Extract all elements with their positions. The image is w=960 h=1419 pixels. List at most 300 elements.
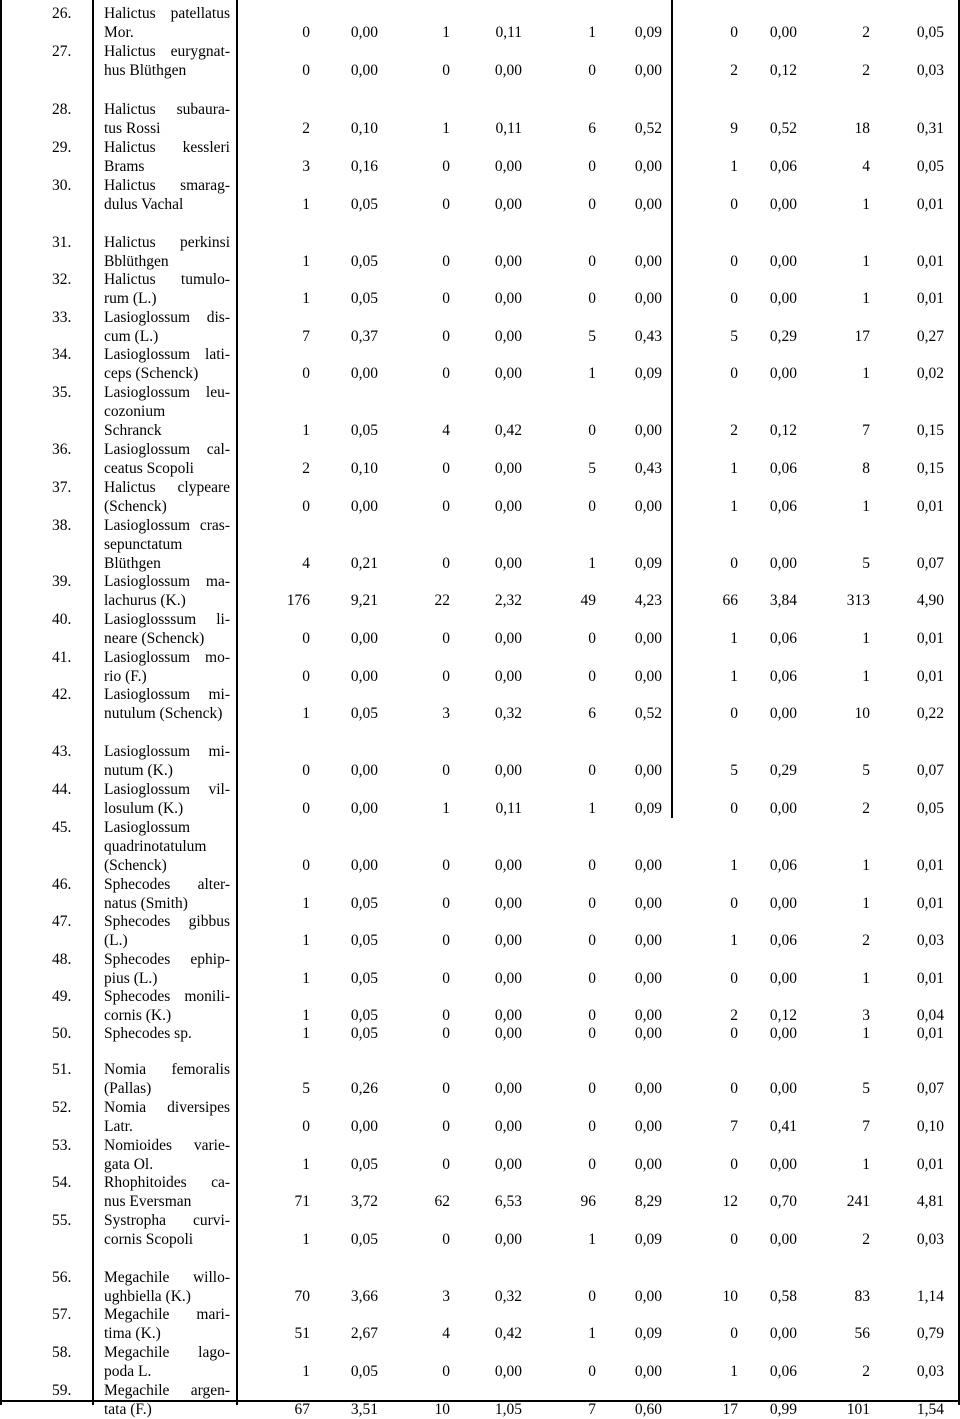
percent-cell: 0,01: [916, 253, 944, 270]
column-rule: [0, 0, 2, 1405]
count-cell: 1: [730, 1363, 738, 1380]
species-name: [104, 875, 230, 913]
percent-cell: 0,29: [769, 328, 797, 345]
percent-cell: 6,53: [494, 1193, 522, 1210]
count-cell: 0: [442, 62, 450, 79]
row-number: 59.: [52, 1382, 72, 1399]
percent-cell: 0,01: [916, 970, 944, 987]
species-name: [104, 100, 230, 138]
percent-cell: 4,90: [916, 592, 944, 609]
species-name-line: (Schenck): [104, 857, 167, 874]
percent-cell: 0,00: [634, 1156, 662, 1173]
percent-cell: 0,05: [350, 290, 378, 307]
species-name: [104, 1211, 230, 1249]
species-name-line: sepunctatum: [104, 536, 183, 553]
percent-cell: 1,54: [916, 1401, 944, 1418]
species-name-line: neare (Schenck): [104, 630, 205, 647]
species-name-line: Halictus subaura-: [104, 101, 230, 118]
percent-cell: 0,05: [916, 800, 944, 817]
count-cell: 0: [730, 365, 738, 382]
species-name-line: Lasioglossum mo-: [104, 649, 230, 666]
count-cell: 0: [730, 253, 738, 270]
count-cell: 0: [588, 970, 596, 987]
count-cell: 0: [442, 630, 450, 647]
count-cell: 0: [588, 668, 596, 685]
percent-cell: 0,00: [494, 762, 522, 779]
percent-cell: 0,07: [916, 555, 944, 572]
row-number: 49.: [52, 988, 72, 1005]
count-cell: 2: [730, 422, 738, 439]
percent-cell: 3,84: [769, 592, 797, 609]
species-name: [104, 1381, 230, 1419]
count-cell: 1: [302, 1156, 310, 1173]
count-cell: 2: [862, 1363, 870, 1380]
species-name-line: Brams: [104, 158, 145, 175]
count-cell: 1: [302, 1231, 310, 1248]
count-cell: 22: [434, 592, 450, 609]
row-number: 36.: [52, 441, 72, 458]
percent-cell: 0,00: [769, 800, 797, 817]
count-cell: 49: [580, 592, 596, 609]
percent-cell: 0,05: [350, 422, 378, 439]
count-cell: 0: [588, 422, 596, 439]
percent-cell: 0,02: [916, 365, 944, 382]
count-cell: 0: [442, 290, 450, 307]
percent-cell: 0,00: [634, 668, 662, 685]
percent-cell: 0,00: [769, 196, 797, 213]
count-cell: 1: [588, 555, 596, 572]
column-rule-partial: [671, 0, 673, 818]
species-name-line: Sphecodes gibbus: [104, 913, 230, 930]
count-cell: 9: [730, 120, 738, 137]
count-cell: 0: [730, 1231, 738, 1248]
count-cell: 0: [588, 1080, 596, 1097]
count-cell: 0: [442, 1025, 450, 1042]
percent-cell: 0,00: [494, 460, 522, 477]
count-cell: 0: [302, 24, 310, 41]
row-number: 47.: [52, 913, 72, 930]
species-name-line: Sphecodes alter-: [104, 876, 230, 893]
count-cell: 10: [722, 1288, 738, 1305]
percent-cell: 3,51: [350, 1401, 378, 1418]
count-cell: 0: [730, 1325, 738, 1342]
percent-cell: 0,00: [634, 1007, 662, 1024]
percent-cell: 0,00: [350, 800, 378, 817]
percent-cell: 0,00: [494, 555, 522, 572]
count-cell: 1: [862, 196, 870, 213]
count-cell: 1: [302, 196, 310, 213]
count-cell: 0: [302, 630, 310, 647]
percent-cell: 0,00: [634, 1080, 662, 1097]
percent-cell: 0,00: [494, 895, 522, 912]
percent-cell: 0,05: [350, 705, 378, 722]
count-cell: 1: [862, 857, 870, 874]
count-cell: 241: [846, 1193, 870, 1210]
species-name-line: Latr.: [104, 1118, 133, 1135]
percent-cell: 0,11: [495, 24, 522, 41]
percent-cell: 0,03: [916, 1231, 944, 1248]
species-name-line: tata (F.): [104, 1401, 152, 1418]
percent-cell: 4,81: [916, 1193, 944, 1210]
species-name: [104, 1173, 230, 1211]
percent-cell: 0,00: [769, 24, 797, 41]
count-cell: 1: [588, 24, 596, 41]
count-cell: 0: [588, 253, 596, 270]
count-cell: 0: [302, 800, 310, 817]
species-name: [104, 912, 230, 950]
count-cell: 0: [588, 895, 596, 912]
species-name-line: Halictus smarag-: [104, 177, 230, 194]
count-cell: 101: [846, 1401, 870, 1418]
percent-cell: 0,01: [916, 498, 944, 515]
species-name: [104, 610, 230, 648]
percent-cell: 0,05: [350, 253, 378, 270]
percent-cell: 0,05: [916, 158, 944, 175]
count-cell: 2: [862, 800, 870, 817]
count-cell: 0: [442, 932, 450, 949]
count-cell: 0: [588, 62, 596, 79]
percent-cell: 0,52: [634, 705, 662, 722]
percent-cell: 0,09: [634, 1231, 662, 1248]
percent-cell: 0,06: [769, 498, 797, 515]
row-number: 40.: [52, 611, 72, 628]
count-cell: 0: [442, 253, 450, 270]
species-name-line: Bblüthgen: [104, 253, 169, 270]
count-cell: 0: [588, 1007, 596, 1024]
species-name: [104, 308, 230, 346]
column-rule: [236, 0, 238, 1405]
count-cell: 0: [442, 1118, 450, 1135]
count-cell: 0: [588, 498, 596, 515]
species-name-line: ceps (Schenck): [104, 365, 199, 382]
species-name: [104, 176, 230, 214]
count-cell: 5: [730, 328, 738, 345]
count-cell: 0: [442, 460, 450, 477]
percent-cell: 0,00: [350, 365, 378, 382]
count-cell: 0: [442, 970, 450, 987]
count-cell: 0: [730, 1156, 738, 1173]
species-name-line: (Schenck): [104, 498, 167, 515]
percent-cell: 0,31: [916, 120, 944, 137]
row-number: 48.: [52, 951, 72, 968]
percent-cell: 0,00: [350, 630, 378, 647]
count-cell: 1: [302, 895, 310, 912]
count-cell: 0: [442, 328, 450, 345]
percent-cell: 0,05: [350, 970, 378, 987]
count-cell: 1: [862, 630, 870, 647]
count-cell: 1: [302, 705, 310, 722]
percent-cell: 0,10: [350, 120, 378, 137]
count-cell: 1: [862, 290, 870, 307]
species-name-line: Lasioglossum lati-: [104, 346, 230, 363]
percent-cell: 4,23: [634, 592, 662, 609]
species-name-line: Sphecodes ephip-: [104, 951, 230, 968]
count-cell: 2: [730, 1007, 738, 1024]
count-cell: 1: [730, 498, 738, 515]
percent-cell: 0,00: [494, 1080, 522, 1097]
species-name-line: Halictus eurygnat-: [104, 43, 230, 60]
percent-cell: 0,00: [494, 498, 522, 515]
percent-cell: 0,09: [634, 800, 662, 817]
count-cell: 3: [442, 705, 450, 722]
count-cell: 17: [854, 328, 870, 345]
percent-cell: 0,00: [350, 1118, 378, 1135]
count-cell: 0: [588, 1025, 596, 1042]
percent-cell: 0,03: [916, 62, 944, 79]
species-name-line: Halictus tumulo-: [104, 271, 230, 288]
percent-cell: 0,00: [494, 1156, 522, 1173]
count-cell: 0: [442, 196, 450, 213]
count-cell: 1: [302, 1363, 310, 1380]
species-name-line: gata Ol.: [104, 1156, 154, 1173]
percent-cell: 0,00: [634, 158, 662, 175]
count-cell: 4: [442, 422, 450, 439]
percent-cell: 0,00: [769, 1080, 797, 1097]
count-cell: 1: [302, 970, 310, 987]
row-number: 38.: [52, 517, 72, 534]
percent-cell: 0,00: [350, 498, 378, 515]
percent-cell: 0,01: [916, 290, 944, 307]
count-cell: 5: [862, 762, 870, 779]
percent-cell: 0,05: [350, 1363, 378, 1380]
species-name: [104, 270, 230, 308]
species-name-line: dulus Vachal: [104, 196, 184, 213]
count-cell: 1: [442, 24, 450, 41]
count-cell: 2: [302, 460, 310, 477]
count-cell: 51: [294, 1325, 310, 1342]
percent-cell: 0,26: [350, 1080, 378, 1097]
species-name: [104, 950, 230, 988]
count-cell: 0: [730, 970, 738, 987]
species-name: [104, 516, 230, 573]
percent-cell: 0,29: [769, 762, 797, 779]
percent-cell: 0,00: [634, 1288, 662, 1305]
species-name-line: (L.): [104, 932, 128, 949]
row-number: 42.: [52, 686, 72, 703]
species-name-line: Systropha curvi-: [104, 1212, 230, 1229]
species-name: [104, 742, 230, 780]
count-cell: 62: [434, 1193, 450, 1210]
percent-cell: 0,00: [769, 1231, 797, 1248]
row-number: 32.: [52, 271, 72, 288]
count-cell: 7: [862, 1118, 870, 1135]
count-cell: 2: [862, 62, 870, 79]
count-cell: 5: [862, 1080, 870, 1097]
count-cell: 0: [302, 1118, 310, 1135]
percent-cell: 0,09: [634, 365, 662, 382]
species-name: [104, 1098, 230, 1136]
count-cell: 0: [588, 630, 596, 647]
species-name-line: cornis (K.): [104, 1007, 172, 1024]
count-cell: 5: [588, 328, 596, 345]
count-cell: 10: [434, 1401, 450, 1418]
species-name-line: Lasioglossum cras-: [104, 517, 230, 534]
percent-cell: 0,42: [494, 1325, 522, 1342]
row-number: 39.: [52, 573, 72, 590]
count-cell: 0: [730, 895, 738, 912]
species-name-line: Megachile willo-: [104, 1269, 230, 1286]
count-cell: 2: [730, 62, 738, 79]
species-name-line: Nomioides varie-: [104, 1137, 230, 1154]
species-name-line: Lasioglossum mi-: [104, 743, 230, 760]
percent-cell: 0,00: [494, 158, 522, 175]
percent-cell: 0,32: [494, 705, 522, 722]
count-cell: 1: [730, 932, 738, 949]
percent-cell: 0,43: [634, 328, 662, 345]
count-cell: 0: [588, 158, 596, 175]
percent-cell: 0,05: [350, 1156, 378, 1173]
percent-cell: 0,05: [350, 895, 378, 912]
species-name-line: Nomia diversipes: [104, 1099, 230, 1116]
species-name-line: Sphecodes sp.: [104, 1025, 192, 1042]
count-cell: 0: [302, 762, 310, 779]
species-name: [104, 1060, 230, 1098]
species-name: [104, 478, 230, 516]
count-cell: 2: [862, 24, 870, 41]
count-cell: 0: [442, 1080, 450, 1097]
species-name: [104, 1268, 230, 1306]
percent-cell: 0,00: [350, 24, 378, 41]
species-name-line: Blüthgen: [104, 555, 161, 572]
count-cell: 0: [302, 62, 310, 79]
species-name-line: (Pallas): [104, 1080, 152, 1097]
species-name: [104, 4, 230, 42]
percent-cell: 0,00: [634, 630, 662, 647]
count-cell: 0: [588, 932, 596, 949]
species-name: [104, 1343, 230, 1381]
percent-cell: 0,00: [634, 253, 662, 270]
species-name-line: Halictus perkinsi: [104, 234, 230, 251]
percent-cell: 0,01: [916, 630, 944, 647]
count-cell: 1: [862, 253, 870, 270]
count-cell: 5: [302, 1080, 310, 1097]
species-name: [104, 383, 230, 440]
count-cell: 4: [862, 158, 870, 175]
row-number: 55.: [52, 1212, 72, 1229]
percent-cell: 0,05: [916, 24, 944, 41]
percent-cell: 0,00: [634, 762, 662, 779]
percent-cell: 0,00: [634, 1118, 662, 1135]
count-cell: 0: [442, 1156, 450, 1173]
percent-cell: 0,00: [494, 970, 522, 987]
count-cell: 0: [442, 1363, 450, 1380]
count-cell: 1: [730, 460, 738, 477]
count-cell: 1: [862, 365, 870, 382]
percent-cell: 1,05: [494, 1401, 522, 1418]
percent-cell: 8,29: [634, 1193, 662, 1210]
species-name-line: cum (L.): [104, 328, 159, 345]
percent-cell: 0,00: [494, 1025, 522, 1042]
percent-cell: 0,07: [916, 762, 944, 779]
species-name-line: losulum (K.): [104, 800, 184, 817]
count-cell: 1: [442, 120, 450, 137]
species-name-line: Halictus clypeare: [104, 479, 230, 496]
count-cell: 1: [862, 1156, 870, 1173]
species-name-line: cornis Scopoli: [104, 1231, 194, 1248]
row-number: 37.: [52, 479, 72, 496]
species-name: [104, 1136, 230, 1174]
count-cell: 0: [588, 196, 596, 213]
count-cell: 2: [862, 932, 870, 949]
count-cell: 7: [588, 1401, 596, 1418]
count-cell: 3: [302, 158, 310, 175]
percent-cell: 0,27: [916, 328, 944, 345]
species-name-line: nutum (K.): [104, 762, 173, 779]
count-cell: 1: [862, 668, 870, 685]
count-cell: 56: [854, 1325, 870, 1342]
row-number: 53.: [52, 1137, 72, 1154]
percent-cell: 0,05: [350, 196, 378, 213]
count-cell: 0: [302, 857, 310, 874]
row-number: 33.: [52, 309, 72, 326]
percent-cell: 0,06: [769, 668, 797, 685]
count-cell: 0: [588, 1118, 596, 1135]
species-name: [104, 233, 230, 271]
percent-cell: 0,03: [916, 932, 944, 949]
count-cell: 0: [302, 498, 310, 515]
percent-cell: 0,16: [350, 158, 378, 175]
species-name-line: Halictus kessleri: [104, 139, 230, 156]
percent-cell: 0,00: [769, 1325, 797, 1342]
species-name-line: Lasioglossum cal-: [104, 441, 230, 458]
percent-cell: 0,06: [769, 932, 797, 949]
percent-cell: 0,01: [916, 857, 944, 874]
count-cell: 1: [730, 630, 738, 647]
percent-cell: 0,00: [494, 668, 522, 685]
count-cell: 0: [588, 1288, 596, 1305]
percent-cell: 0,05: [350, 1231, 378, 1248]
species-name-line: Lasioglossum vil-: [104, 781, 230, 798]
percent-cell: 0,06: [769, 857, 797, 874]
count-cell: 0: [442, 555, 450, 572]
count-cell: 0: [442, 857, 450, 874]
count-cell: 4: [442, 1325, 450, 1342]
count-cell: 1: [442, 800, 450, 817]
count-cell: 7: [862, 422, 870, 439]
percent-cell: 0,07: [916, 1080, 944, 1097]
row-number: 30.: [52, 177, 72, 194]
count-cell: 0: [302, 668, 310, 685]
species-name-line: Lasioglossum dis-: [104, 309, 230, 326]
count-cell: 0: [588, 857, 596, 874]
species-name: [104, 685, 230, 723]
count-cell: 1: [862, 895, 870, 912]
count-cell: 8: [862, 460, 870, 477]
percent-cell: 2,32: [494, 592, 522, 609]
percent-cell: 0,00: [634, 1363, 662, 1380]
count-cell: 1: [302, 422, 310, 439]
percent-cell: 0,05: [350, 932, 378, 949]
count-cell: 1: [588, 1325, 596, 1342]
count-cell: 0: [730, 196, 738, 213]
percent-cell: 0,11: [495, 120, 522, 137]
percent-cell: 0,00: [634, 290, 662, 307]
percent-cell: 0,58: [769, 1288, 797, 1305]
count-cell: 0: [302, 365, 310, 382]
count-cell: 1: [862, 970, 870, 987]
percent-cell: 0,00: [634, 196, 662, 213]
species-name-line: quadrinotatulum: [104, 838, 207, 855]
percent-cell: 0,00: [769, 290, 797, 307]
count-cell: 2: [862, 1231, 870, 1248]
count-cell: 83: [854, 1288, 870, 1305]
species-name: [104, 987, 230, 1025]
count-cell: 1: [730, 668, 738, 685]
species-name-line: nus Eversman: [104, 1193, 192, 1210]
species-name: [104, 1024, 230, 1043]
count-cell: 4: [302, 555, 310, 572]
count-cell: 66: [722, 592, 738, 609]
